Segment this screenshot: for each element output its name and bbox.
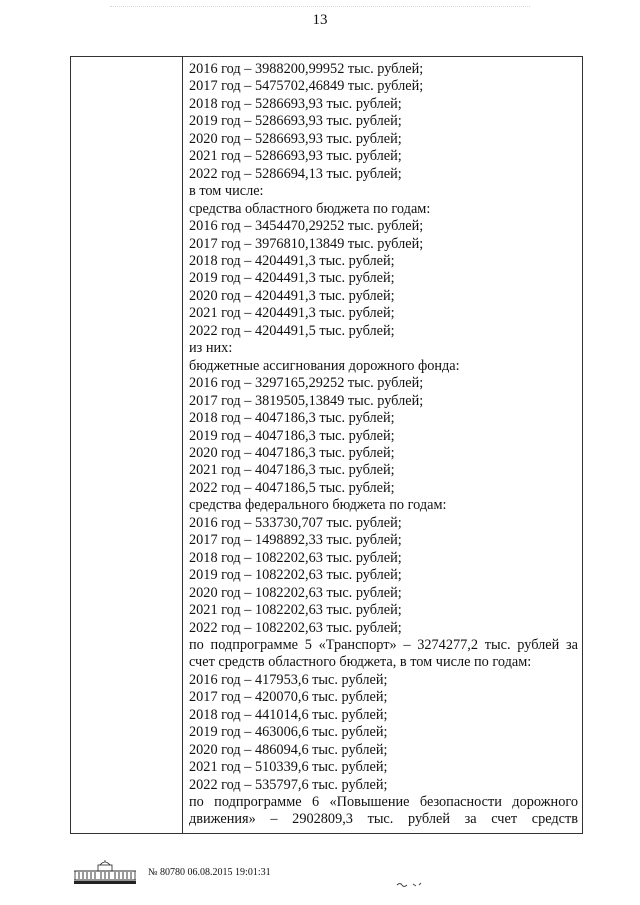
- text-line: по подпрограмме 6 «Повышение безопасности дорожного: [189, 794, 578, 811]
- text-line: 2016 год – 3454470,29252 тыс. рублей;: [189, 218, 424, 235]
- text-line: 2022 год – 4204491,5 тыс. рублей;: [189, 322, 395, 339]
- building-logo-icon: [72, 859, 138, 885]
- text-line: из них:: [189, 340, 233, 357]
- text-line: 2017 год – 420070,6 тыс. рублей;: [189, 689, 388, 706]
- text-line: 2021 год – 1082202,63 тыс. рублей;: [189, 602, 402, 619]
- text-line: 2019 год – 5286693,93 тыс. рублей;: [189, 113, 402, 130]
- text-line: движения» – 2902809,3 тыс. рублей за счет средств: [189, 811, 578, 828]
- text-line: счет средств областного бюджета, в том числе по годам:: [189, 654, 532, 671]
- text-line: 2018 год – 4204491,3 тыс. рублей;: [189, 252, 395, 269]
- text-line: 2016 год – 3297165,29252 тыс. рублей;: [189, 375, 424, 392]
- text-line: средства федерального бюджета по годам:: [189, 497, 447, 514]
- text-line: 2017 год – 3819505,13849 тыс. рублей;: [189, 392, 424, 409]
- text-line: 2022 год – 535797,6 тыс. рублей;: [189, 776, 388, 793]
- document-table: [70, 56, 583, 834]
- text-line: 2017 год – 5475702,46849 тыс. рублей;: [189, 78, 424, 95]
- text-line: 2019 год – 4204491,3 тыс. рублей;: [189, 270, 395, 287]
- text-line: 2017 год – 1498892,33 тыс. рублей;: [189, 532, 402, 549]
- scan-noise: [110, 6, 530, 11]
- document-footer: [72, 859, 372, 887]
- text-line: 2019 год – 463006,6 тыс. рублей;: [189, 724, 388, 741]
- text-line: 2021 год – 510339,6 тыс. рублей;: [189, 759, 388, 776]
- text-line: 2022 год – 4047186,5 тыс. рублей;: [189, 479, 395, 496]
- text-line: 2016 год – 3988200,99952 тыс. рублей;: [189, 61, 424, 77]
- text-line: 2021 год – 5286693,93 тыс. рублей;: [189, 148, 402, 165]
- text-line: 2018 год – 1082202,63 тыс. рублей;: [189, 549, 402, 566]
- text-line: 2020 год – 1082202,63 тыс. рублей;: [189, 584, 402, 601]
- page-number: 13: [312, 12, 328, 28]
- text-line: 2018 год – 5286693,93 тыс. рублей;: [189, 95, 402, 112]
- table-right-column: [183, 57, 582, 833]
- text-line: 2020 год – 4047186,3 тыс. рублей;: [189, 444, 395, 461]
- text-line: 2016 год – 417953,6 тыс. рублей;: [189, 671, 388, 688]
- text-line: в том числе:: [189, 183, 264, 200]
- text-line: по подпрограмме 5 «Транспорт» – 3274277,2 тыс. рублей за: [189, 636, 578, 653]
- text-line: бюджетные ассигнования дорожного фонда:: [189, 357, 460, 374]
- text-line: 2022 год – 5286694,13 тыс. рублей;: [189, 165, 402, 182]
- text-line: 2016 год – 533730,707 тыс. рублей;: [189, 514, 402, 531]
- text-line: 2021 год – 4204491,3 тыс. рублей;: [189, 305, 395, 322]
- text-line: 2018 год – 441014,6 тыс. рублей;: [189, 706, 388, 723]
- text-line: 2020 год – 4204491,3 тыс. рублей;: [189, 287, 395, 304]
- text-line: 2020 год – 5286693,93 тыс. рублей;: [189, 130, 402, 147]
- text-line: 2019 год – 1082202,63 тыс. рублей;: [189, 567, 402, 584]
- table-left-column: [71, 57, 183, 833]
- text-line: 2019 год – 4047186,3 тыс. рублей;: [189, 427, 395, 444]
- text-line: 2017 год – 3976810,13849 тыс. рублей;: [189, 235, 424, 252]
- text-line: 2021 год – 4047186,3 тыс. рублей;: [189, 462, 395, 479]
- text-line: средства областного бюджета по годам:: [189, 200, 431, 217]
- text-line: 2018 год – 4047186,3 тыс. рублей;: [189, 410, 395, 427]
- registration-stamp: № 80780 06.08.2015 19:01:31: [148, 867, 271, 878]
- text-line: 2022 год – 1082202,63 тыс. рублей;: [189, 619, 402, 636]
- text-line: 2020 год – 486094,6 тыс. рублей;: [189, 741, 388, 758]
- handwritten-mark: [395, 880, 425, 888]
